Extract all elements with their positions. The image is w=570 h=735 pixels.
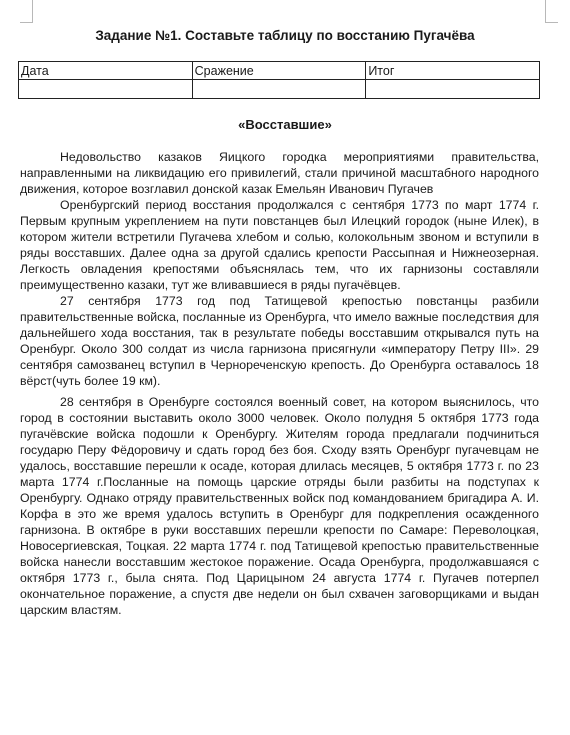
column-header-result: Итог: [366, 62, 540, 80]
answer-table: [18, 61, 540, 99]
column-header-battle: Сражение: [192, 62, 366, 80]
paragraph-orenburg-siege: 28 сентября в Оренбурге состоялся военный совет, на котором выяснилось, что город в состоянии выставить около 3000 человек. Около полудня 5 октября 1773 года пугачёвские войска подошли к Оренбургу. Жителям города предлагали подчиниться государю Перу Фёдоровичу и сдать город без боя. Сходу взять Оренбург пугачевцам не удалось, восставшие перешли к осаде, которая длилась месяцев, 5 октября 1773 г. по 23 марта 1774 г.Посланные на помощь царские отряды были разбиты на подступах к Оренбургу. Однако отряду правительственных войск под командованием бригадира А. И. Корфа в это же время удалось вступить в Оренбург для подкрепления осажденного гарнизона. В октябре в руки восставших перешли крепости по Самаре: Переволоцкая, Новосергиевская, Тоцкая. 22 марта 1774 г. под Татищевой крепостью правительственные войска нанесли восставшим жестокое поражение. Осада Оренбурга, продолжавшаяся с октября 1773 г., была снята. Под Царицыном 24 августа 1774 г. Пугачев потерпел окончательное поражение, а спустя две недели он был схвачен заговорщиками и выдан царским властям.: [20, 395, 539, 617]
paragraph-orenburg-period: Оренбургский период восстания продолжался с сентября 1773 по март 1774 г. Первым крупным укреплением на пути повстанцев был Илецкий городок (ныне Илек), в котором жители встретили Пугачева хлебом и солью, колокольным звоном и вступили в ряды восставших. Далее одна за другой сдались крепости Рассыпная и Нижнеозерная. Легкость овладения крепостями объяснялась тем, что их гарнизоны составляли преимущественно казаки, тут же вливавшиеся в ряды пугачёвцев.: [20, 198, 539, 292]
page-corner-mark-right: [545, 0, 558, 23]
task-title: Задание №1. Составьте таблицу по восстанию Пугачёва: [95, 28, 475, 43]
table-cell-battle[interactable]: [192, 80, 366, 99]
table-header-row: [19, 62, 540, 80]
table-row: [19, 80, 540, 99]
page-corner-mark-left: [20, 0, 33, 23]
table-cell-result[interactable]: [366, 80, 540, 99]
column-header-date: Дата: [19, 62, 193, 80]
table-cell-date[interactable]: [19, 80, 193, 99]
article-body: [20, 149, 539, 618]
section-heading: «Восставшие»: [238, 117, 332, 132]
paragraph-tatishchev-battle: 27 сентября 1773 год под Татищевой крепостью повстанцы разбили правительственные войска, посланные из Оренбурга, что имело важные последствия для дальнейшего хода восстания, так в результате победы восставшим открывался путь на Оренбург. Около 300 солдат из числа гарнизона присягнули «императору Петру III». 29 сентября самозванец вступил в Чернореченскую крепость. До Оренбурга оставалось 18 вёрст(чуть более 19 км).: [20, 294, 539, 388]
paragraph-intro: Недовольство казаков Яицкого городка мероприятиями правительства, направленными на ликвидацию его привилегий, стали причиной масштабного народного движения, которое возглавил донской казак Емельян Иванович Пугачев: [20, 150, 539, 196]
